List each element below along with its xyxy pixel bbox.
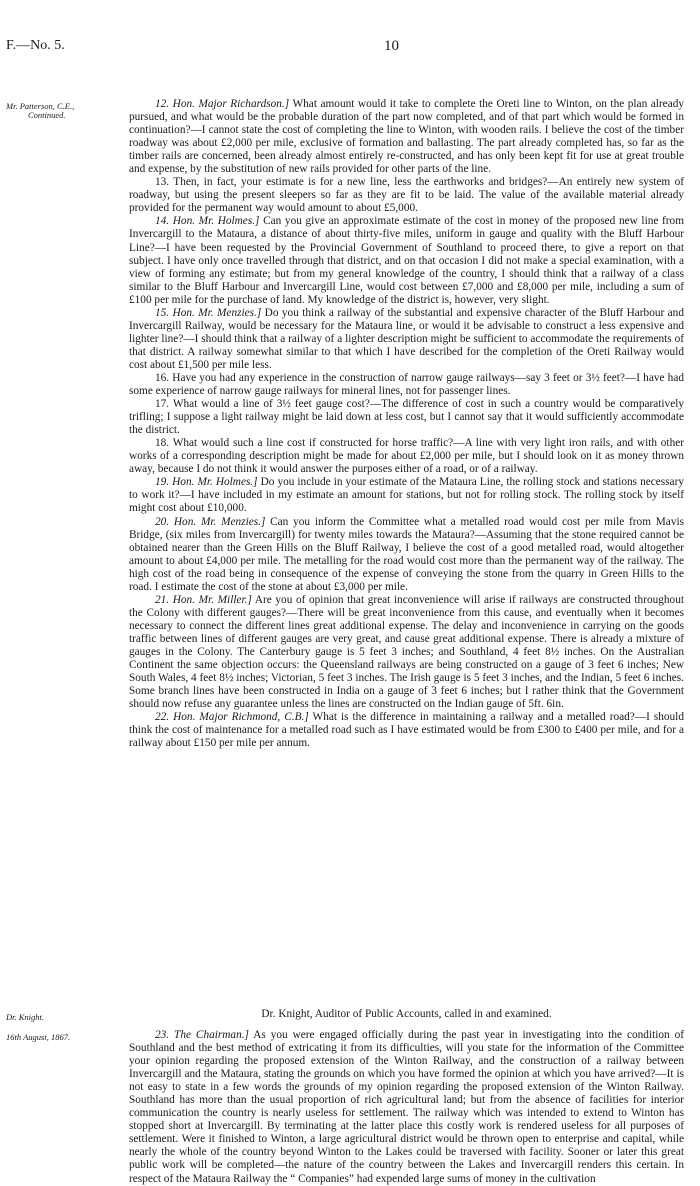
- speaker: 15. Hon. Mr. Menzies.]: [155, 306, 262, 319]
- margin-continued: Continued.: [28, 110, 66, 120]
- speaker: 12. Hon. Major Richardson.]: [155, 98, 290, 110]
- paragraph-text: Do you include in your estimate of the Mataura Line, the rolling stock and stations necessary to work it?—I have included in my estimate an amount for stations, but not for rolling stock. The rolling stock by itself might cost about £10,000.: [129, 476, 684, 515]
- testimony-body-2: [129, 1029, 684, 1186]
- paragraph-text: What amount would it take to complete the Oreti line to Winton, on the plan already pursued, and what would be the probable duration of the part now completed, and of that part which would be formed in continuation?—I cannot state the cost of completing the line to Winton, with wooden rails. I believe the cost of the timber roadway was about £2,000 per mile, exclusive of formation and ballasting. The part already completed has, so far as the timber rails are concerned, been already almost entirely re-constructed, and has only been kept fit for use at great trouble and expense, by the substitution of new rails provided for other parts of the line.: [129, 98, 685, 176]
- speaker: 21. Hon. Mr. Miller.]: [155, 593, 252, 606]
- speaker: 14. Hon. Mr. Holmes.]: [155, 215, 260, 228]
- paragraph-text: 17. What would a line of 3½ feet gauge cost?—The difference of cost in such a country would be comparatively trifling; I suppose a light railway might be laid down at less cost, but I cannot say that it would sufficiently accommodate the district.: [129, 398, 684, 437]
- paragraph: [129, 215, 684, 306]
- speaker: 20. Hon. Mr. Menzies.]: [155, 515, 266, 528]
- document-reference: F.—No. 5.: [6, 38, 65, 53]
- paragraph: [129, 516, 684, 594]
- paragraph: [129, 398, 684, 437]
- page-number: 10: [384, 38, 399, 54]
- paragraph-text: 18. What would such a line cost if constructed for horse traffic?—A line with very light iron rails, and with other works of a corresponding description might be made for about £2,000 per mile, but I should look on it as money thrown away, because I do not think it would answer the purposes either of a road, or of a railway.: [129, 437, 684, 476]
- speaker: 23. The Chairman.]: [155, 1029, 249, 1041]
- margin-witness-name: Mr. Patterson, C.E.,: [6, 101, 75, 111]
- paragraph: [129, 594, 684, 711]
- speaker: 19. Hon. Mr. Holmes.]: [155, 476, 258, 489]
- paragraph: [129, 307, 684, 372]
- paragraph: [129, 372, 684, 398]
- paragraph-text: 16. Have you had any experience in the construction of narrow gauge railways—say 3 feet or 3½ feet?—I have had some experience of narrow gauge railways for mineral lines, not for passenger lines.: [129, 371, 684, 398]
- paragraph: [129, 176, 684, 215]
- paragraph: [129, 476, 684, 515]
- paragraph-text: Are you of opinion that great inconvenience will arise if railways are constructed throughout the Colony with different gauges?—There will be great inconvenience from this cause, and eventually when it becomes necessary to connect the different lines great additional expense. The delay and inconvenience in carrying on the goods traffic between lines of different gauges are very great, and cause great additional expense. There is already a mixture of gauges in the Colony. The Canterbury gauge is 5 feet 3 inches; and Southland, 4 feet 8½ inches. On the Australian Continent the same objection occurs: the Queensland railways are being constructed on a gauge of 3 feet 6 inches; New South Wales, 4 feet 8½ inches; Victorian, 5 feet 3 inches. The Irish gauge is 5 feet 3 inches, and the Indian, 5 feet 6 inches. Some branch lines have been constructed in India on a gauge of 3 feet 6 inches; but I rather think that the Government should now refuse any guarantee unless the lines are constructed on the Indian gauge of 5ft. 6in.: [129, 593, 684, 711]
- paragraph: [129, 98, 684, 176]
- paragraph-text: What is the difference in maintaining a railway and a metalled road?—I should think the cost of maintenance for a metalled road such as I have estimated would be from £300 to £400 per mile, and for a railway about £150 per mile per annum.: [129, 711, 684, 750]
- paragraph-text: Can you give an approximate estimate of the cost in money of the proposed new line from Invercargill to the Mataura, a distance of about thirty-five miles, uniform in gauge and quality with the Bluff Harbour Line?—I have been requested by the Provincial Government of Southland to proceed there, to give a report on that subject. I have only once travelled through that district, and on that occasion I did not make a special examination, with a view of forming any estimate; but from my general knowledge of the country, I should think that a railway of a class similar to the Bluff Harbour and Invercargill Line, would cost between £7,000 and £8,000 per mile, including a sum of £100 per mile for the purchase of land. My knowledge of the district is, however, very slight.: [129, 215, 684, 306]
- testimony-body: [129, 98, 684, 750]
- paragraph: [129, 437, 684, 476]
- speaker: 22. Hon. Major Richmond, C.B.]: [155, 711, 309, 724]
- margin-date: 16th August, 1867.: [6, 1032, 71, 1042]
- paragraph-text: Do you think a railway of the substantial and expensive character of the Bluff Harbour and Invercargill Railway, would be necessary for the Mataura line, or would it be advisable to construct a less expensive and lighter line?—I should think that a railway of a lighter description might be sufficient to accommodate the requirements of that district. A railway somewhat similar to that which I have described for the completion of the Oreti Railway would cost about £1,500 per mile less.: [129, 306, 684, 371]
- paragraph-text: 13. Then, in fact, your estimate is for a new line, less the earthworks and bridges?—An entirely new system of roadway, but using the present sleepers so far as they are fit to be laid. The value of the available material already provided for the permanent way would amount to about £5,000.: [129, 176, 684, 215]
- paragraph: [129, 1029, 684, 1186]
- margin-witness-name: Dr. Knight.: [6, 1012, 45, 1022]
- witness-introduction: Dr. Knight, Auditor of Public Accounts, called in and examined.: [261, 1008, 552, 1020]
- paragraph-text: Can you inform the Committee what a metalled road would cost per mile from Mavis Bridge, (six miles from Invercargill) for twenty miles towards the Mataura?—Assuming that the stone required cannot be obtained nearer than the Green Hills on the Bluff Railway, I believe the cost of a good metalled road, would altogether amount to about £4,000 per mile. The metalling for the road would cost more than the permanent way of the railway. The high cost of the road being in consequence of the expense of conveying the stone from the quarry in Green Hills to the road. I estimate the cost of the stone at about £3,000 per mile.: [129, 515, 684, 593]
- paragraph: [129, 711, 684, 750]
- paragraph-text: As you were engaged officially during the past year in investigating into the condition of Southland and the best method of extricating it from its difficulties, will you state for the information of the Committee your opinion regarding the proposed extension of the Winton Railway, and the construction of a railway between Invercargill and the Mataura, stating the grounds on which you have formed the opinion at which you have arrived?—It is not easy to state in a few words the grounds of my opinion regarding the proposed extension of the Winton Railway. Southland has more than the usual proportion of rich agricultural land; but from the absence of facilities for interior communication the country is nearly useless for settlement. The railway which was intended to extend to Winton has stopped short at Invercargill. By terminating at the latter place this costly work is rendered useless for all purposes of settlement. Were it finished to Winton, a large agricultural district would be thrown open to enterprise and capital, while nearly the whole of the country beyond Winton to the Lakes could be traversed with facility. Sooner or later this great public work will be completed—the nature of the country between the Lakes and Invercargill renders this certain. In respect of the Mataura Railway the “ Companies” had expended large sums of money in the cultivation: [129, 1029, 685, 1185]
